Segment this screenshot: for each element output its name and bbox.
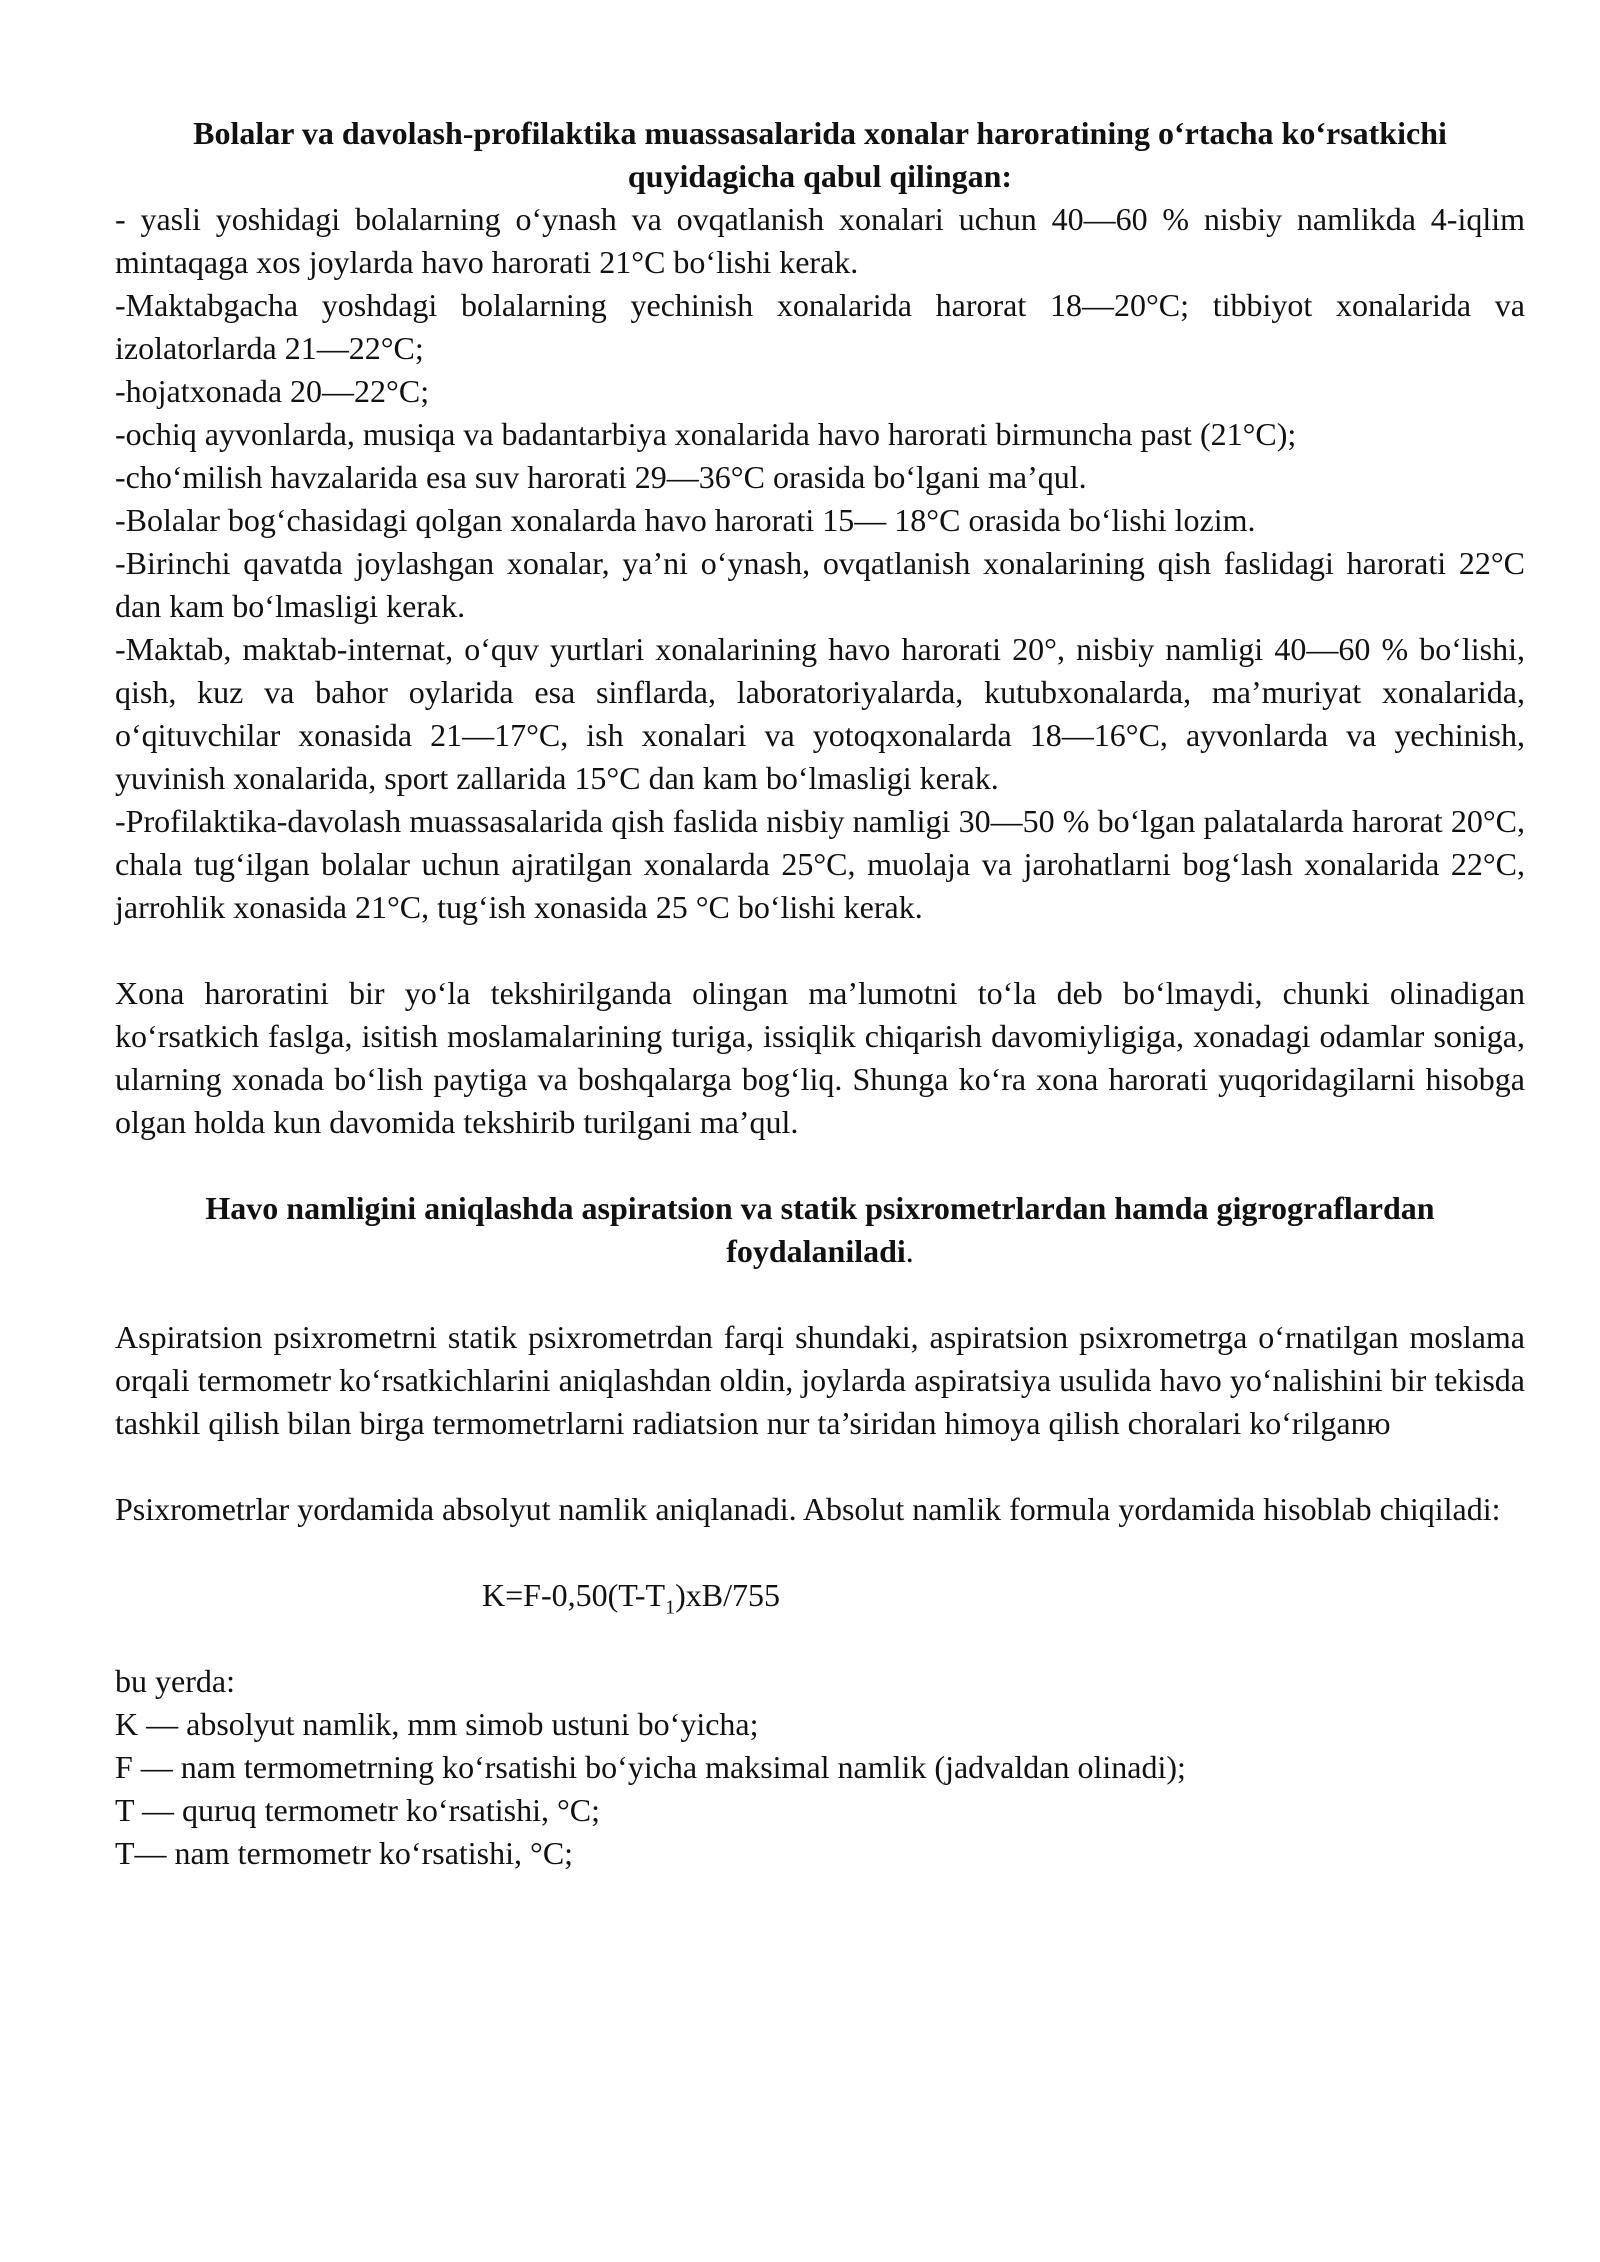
paragraph-spacer: [115, 1144, 1525, 1187]
section1-item: -Maktabgacha yoshdagi bolalarning yechinish xonalarida harorat 18—20°C; tibbiyot xonalarida va izolatorlarda 21—22°C;: [115, 287, 1525, 366]
section1-item: -Profilaktika-davolash muassasalarida qish faslida nisbiy namligi 30—50 % bo‘lgan palatalarda harorat 20°C, chala tug‘ilgan bolalar uchun ajratilgan xonalarda 25°C, muolaja va jarohatlarni bog‘lash xonalarida 22°C, jarrohlik xonasida 21°C, tug‘ish xonasida 25 °C bo‘lishi kerak.: [115, 803, 1525, 925]
paragraph-spacer: [115, 1531, 1525, 1574]
formula-tail: )xB/755: [675, 1577, 780, 1613]
section1-item: -Maktab, maktab-internat, o‘quv yurtlari xonalarining havo harorati 20°, nisbiy namligi 40—60 % bo‘lishi, qish, kuz va bahor oylarida esa sinflarda, laboratoriyalarda, kutubxonalarda, ma’muriyat xonalarida, o‘qituvchilar xonasida 21—17°C, ish xonalari va yotoqxonalarda 18—16°C, ayvonlarda va yechinish, yuvinish xonalarida, sport zallarida 15°C dan kam bo‘lmasligi kerak.: [115, 631, 1525, 796]
psychrometer-paragraph: Psixrometrlar yordamida absolyut namlik aniqlanadi. Absolut namlik formula yordamida hisoblab chiqiladi:: [115, 1491, 1501, 1527]
paragraph-spacer: [115, 929, 1525, 972]
section1-item: -Birinchi qavatda joylashgan xonalar, ya’ni o‘ynash, ovqatlanish xonalarining qish faslidagi harorati 22°C dan kam bo‘lmasligi kerak.: [115, 545, 1525, 624]
section2-heading-period: .: [905, 1233, 914, 1269]
definition-item: F — nam termometrning ko‘rsatishi bo‘yicha maksimal namlik (jadvaldan olinadi);: [115, 1749, 1186, 1785]
document-page: [115, 112, 1525, 1875]
section1-item: -hojatxonada 20—22°C;: [115, 373, 430, 409]
section2-heading: [115, 1187, 1525, 1273]
definitions-intro: bu yerda:: [115, 1663, 235, 1699]
section1-item: -Bolalar bog‘chasidagi qolgan xonalarda havo harorati 15— 18°C orasida bo‘lishi lozim.: [115, 502, 1256, 538]
formula-main: K=F-0,50(T-T: [482, 1577, 666, 1613]
paragraph-spacer: [115, 1617, 1525, 1660]
formula-subscript: 1: [665, 1596, 676, 1619]
definition-item: T— nam termometr ko‘rsatishi, °C;: [115, 1835, 574, 1871]
absolute-humidity-formula: [115, 1574, 1525, 1617]
aspiration-paragraph: Aspiratsion psixrometrni statik psixrometrdan farqi shundaki, aspiratsion psixrometrga o‘rnatilgan moslama orqali termometr ko‘rsatkichlarini aniqlashdan oldin, joylarda aspiratsiya usulida havo yo‘nalishini bir tekisda tashkil qilish bilan birga termometrlarni radiatsion nur ta’siridan himoya qilish choralari ko‘rilganю: [115, 1319, 1525, 1441]
section1-item: - yasli yoshidagi bolalarning o‘ynash va ovqatlanish xonalari uchun 40—60 % nisbiy namlikda 4-iqlim mintaqaga xos joylarda havo harorati 21°C bo‘lishi kerak.: [115, 201, 1525, 280]
section1-item: -ochiq ayvonlarda, musiqa va badantarbiya xonalarida havo harorati birmuncha past (21°C);: [115, 416, 1297, 452]
section2-heading-text: Havo namligini aniqlashda aspiratsion va statik psixrometrlardan hamda gigrograflardan foydalaniladi: [205, 1190, 1435, 1269]
paragraph-spacer: [115, 1445, 1525, 1488]
definition-item: T — quruq termometr ko‘rsatishi, °C;: [115, 1792, 601, 1828]
room-temperature-paragraph: Xona haroratini bir yo‘la tekshirilganda olingan ma’lumotni to‘la deb bo‘lmaydi, chunki olinadigan ko‘rsatkich faslga, isitish moslamalarining turiga, issiqlik chiqarish davomiyligiga, xonadagi odamlar soniga, ularning xonada bo‘lish paytiga va boshqalarga bog‘liq. Shunga ko‘ra xona harorati yuqoridagilarni hisobga olgan holda kun davomida tekshirib turilgani ma’qul.: [115, 975, 1525, 1140]
section1-heading: Bolalar va davolash-profilaktika muassasalarida xonalar haroratining o‘rtacha ko‘rsatkichi quyidagicha qabul qilingan:: [193, 115, 1447, 194]
section1-item: -cho‘milish havzalarida esa suv harorati 29—36°C orasida bo‘lgani ma’qul.: [115, 459, 1087, 495]
paragraph-spacer: [115, 1273, 1525, 1316]
definition-item: K — absolyut namlik, mm simob ustuni bo‘yicha;: [115, 1706, 759, 1742]
